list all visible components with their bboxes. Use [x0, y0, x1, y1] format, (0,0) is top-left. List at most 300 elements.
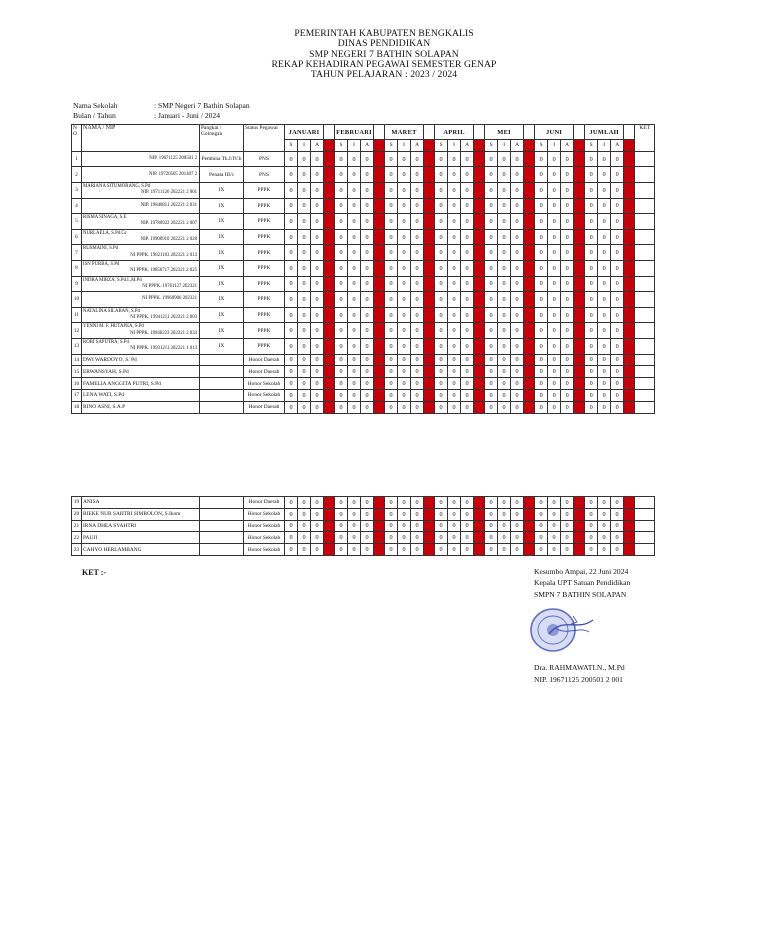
attendance-value: 0 — [298, 354, 311, 366]
title-line-5: TAHUN PELAJARAN : 2023 / 2024 — [310, 69, 458, 81]
attendance-value: 0 — [461, 307, 474, 323]
row-number: 14 — [72, 354, 82, 366]
attendance-value: 0 — [485, 532, 498, 544]
attendance-value: 0 — [598, 198, 611, 214]
employee-name-nip — [82, 292, 200, 308]
attendance-value: 0 — [398, 323, 411, 339]
attendance-value: 0 — [411, 389, 424, 401]
red-marker-cell — [524, 307, 535, 323]
attendance-value: 0 — [485, 366, 498, 378]
attendance-value: 0 — [298, 214, 311, 230]
attendance-value: 0 — [485, 229, 498, 245]
attendance-value: 0 — [311, 307, 324, 323]
attendance-value: 0 — [585, 366, 598, 378]
attendance-value: 0 — [598, 497, 611, 509]
red-marker-cell — [424, 167, 435, 183]
attendance-value: 0 — [461, 151, 474, 167]
attendance-value: 0 — [285, 389, 298, 401]
attendance-value: 0 — [361, 182, 374, 198]
red-marker-cell — [424, 508, 435, 520]
red-marker-cell — [524, 292, 535, 308]
attendance-value: 0 — [535, 151, 548, 167]
attendance-value: 0 — [485, 378, 498, 390]
attendance-value: 0 — [348, 182, 361, 198]
attendance-value: 0 — [411, 338, 424, 354]
red-marker-cell — [574, 167, 585, 183]
attendance-value: 0 — [611, 378, 624, 390]
attendance-value: 0 — [335, 378, 348, 390]
sub-header: A — [461, 140, 474, 152]
attendance-value: 0 — [385, 366, 398, 378]
attendance-value: 0 — [561, 401, 574, 413]
red-marker-cell — [324, 389, 335, 401]
red-marker-cell — [474, 198, 485, 214]
attendance-value: 0 — [398, 401, 411, 413]
attendance-value: 0 — [311, 497, 324, 509]
attendance-value: 0 — [535, 182, 548, 198]
attendance-value: 0 — [335, 366, 348, 378]
header-no: N O — [72, 125, 82, 152]
attendance-value: 0 — [398, 198, 411, 214]
attendance-value: 0 — [498, 508, 511, 520]
employee-nip: NIP. 19900910 202221 2 028 — [140, 237, 197, 243]
red-marker-cell — [324, 307, 335, 323]
attendance-value: 0 — [348, 378, 361, 390]
row-number: 1 — [72, 151, 82, 167]
attendance-value: 0 — [611, 260, 624, 276]
red-marker-cell — [474, 389, 485, 401]
attendance-value: 0 — [448, 214, 461, 230]
attendance-value: 0 — [561, 378, 574, 390]
attendance-value: 0 — [435, 520, 448, 532]
attendance-value: 0 — [598, 151, 611, 167]
attendance-value: 0 — [461, 214, 474, 230]
ket-cell — [635, 508, 655, 520]
sub-header: S — [285, 140, 298, 152]
red-marker-cell — [624, 151, 635, 167]
attendance-table-continued — [71, 496, 655, 556]
attendance-value: 0 — [361, 260, 374, 276]
red-marker-cell — [524, 323, 535, 339]
attendance-value: 0 — [348, 245, 361, 261]
attendance-value: 0 — [611, 292, 624, 308]
attendance-value: 0 — [448, 338, 461, 354]
attendance-value: 0 — [461, 544, 474, 556]
attendance-value: 0 — [285, 198, 298, 214]
red-marker-cell — [524, 520, 535, 532]
attendance-value: 0 — [285, 544, 298, 556]
red-marker-cell — [524, 151, 535, 167]
table-row — [72, 338, 655, 354]
employment-status: PPPK — [244, 338, 285, 354]
attendance-value: 0 — [348, 260, 361, 276]
attendance-value: 0 — [311, 214, 324, 230]
employment-status: Honor Daerah — [244, 354, 285, 366]
month-header: JUNI — [535, 125, 574, 140]
red-marker-cell — [374, 508, 385, 520]
red-marker-cell — [524, 508, 535, 520]
signer-school: SMPN 7 BATHIN SOLAPAN — [534, 589, 627, 599]
attendance-value: 0 — [485, 151, 498, 167]
employee-name: ROBI SAPUTRA, S.Pd — [83, 340, 129, 346]
attendance-value: 0 — [598, 260, 611, 276]
table-row — [72, 260, 655, 276]
ket-cell — [635, 167, 655, 183]
employee-nip: NI PPPK. 19941211 202321 2 003 — [130, 315, 197, 321]
attendance-value: 0 — [335, 167, 348, 183]
employee-name-nip — [82, 307, 200, 323]
employee-nip: NI PPPK. 19761127 202321 — [142, 283, 197, 289]
red-marker-cell — [324, 497, 335, 509]
red-marker-cell — [574, 389, 585, 401]
signer-position: Kepala UPT Satuan Pendidikan — [534, 578, 631, 588]
attendance-value: 0 — [311, 520, 324, 532]
sub-header: A — [511, 140, 524, 152]
ket-cell — [635, 229, 655, 245]
red-marker-cell — [374, 544, 385, 556]
attendance-value: 0 — [285, 292, 298, 308]
ket-cell — [635, 366, 655, 378]
attendance-value: 0 — [348, 544, 361, 556]
table-row — [72, 151, 655, 167]
red-marker-cell — [474, 260, 485, 276]
attendance-value: 0 — [585, 401, 598, 413]
attendance-value: 0 — [535, 338, 548, 354]
attendance-value: 0 — [485, 214, 498, 230]
employee-nip: NIP. 19711126 202221 2 001 — [140, 190, 197, 196]
attendance-value: 0 — [435, 354, 448, 366]
ket-cell — [635, 389, 655, 401]
red-marker-cell — [374, 260, 385, 276]
attendance-value: 0 — [298, 276, 311, 292]
attendance-value: 0 — [285, 401, 298, 413]
sub-header: S — [585, 140, 598, 152]
ket-cell — [635, 182, 655, 198]
attendance-value: 0 — [435, 508, 448, 520]
month-header: APRIL — [435, 125, 474, 140]
attendance-value: 0 — [348, 198, 361, 214]
attendance-value: 0 — [335, 182, 348, 198]
attendance-value: 0 — [411, 292, 424, 308]
sub-header: I — [298, 140, 311, 152]
attendance-value: 0 — [535, 508, 548, 520]
attendance-value: 0 — [548, 198, 561, 214]
red-marker-cell — [374, 354, 385, 366]
red-marker-cell — [324, 366, 335, 378]
attendance-value: 0 — [485, 292, 498, 308]
month-spacer — [374, 125, 385, 140]
attendance-value: 0 — [585, 292, 598, 308]
ket-note: KET :- — [82, 568, 107, 577]
attendance-value: 0 — [535, 378, 548, 390]
red-marker-cell — [524, 167, 535, 183]
attendance-value: 0 — [411, 378, 424, 390]
attendance-value: 0 — [385, 508, 398, 520]
attendance-value: 0 — [311, 292, 324, 308]
attendance-value: 0 — [548, 260, 561, 276]
employee-nip: NIP. 19720505 201407 2 — [149, 171, 197, 177]
attendance-value: 0 — [498, 307, 511, 323]
attendance-table — [71, 124, 655, 414]
sub-header: I — [548, 140, 561, 152]
table-row — [72, 276, 655, 292]
attendance-value: 0 — [611, 167, 624, 183]
sub-header: A — [361, 140, 374, 152]
attendance-value: 0 — [298, 245, 311, 261]
sub-header: A — [561, 140, 574, 152]
red-marker-cell — [324, 520, 335, 532]
attendance-value: 0 — [385, 544, 398, 556]
table-row — [72, 198, 655, 214]
attendance-value: 0 — [585, 307, 598, 323]
employee-name-nip: FAMELIA ANGGITA PUTRI, S.Pd — [82, 378, 200, 390]
employment-status: PNS — [244, 167, 285, 183]
attendance-value: 0 — [598, 354, 611, 366]
attendance-value: 0 — [335, 401, 348, 413]
red-marker-cell — [424, 292, 435, 308]
attendance-value: 0 — [561, 338, 574, 354]
red-marker-cell — [524, 378, 535, 390]
row-number: 10 — [72, 292, 82, 308]
red-marker-cell — [474, 307, 485, 323]
attendance-value: 0 — [561, 292, 574, 308]
attendance-value: 0 — [335, 292, 348, 308]
table-row — [72, 401, 655, 413]
employment-status: PPPK — [244, 260, 285, 276]
attendance-value: 0 — [585, 497, 598, 509]
table-row — [72, 167, 655, 183]
red-marker-cell — [474, 182, 485, 198]
attendance-value: 0 — [585, 182, 598, 198]
attendance-value: 0 — [311, 338, 324, 354]
attendance-value: 0 — [298, 497, 311, 509]
employment-status: PNS — [244, 151, 285, 167]
red-marker-cell — [374, 366, 385, 378]
red-marker-cell — [324, 229, 335, 245]
attendance-value: 0 — [348, 366, 361, 378]
attendance-value: 0 — [511, 354, 524, 366]
ket-cell — [635, 307, 655, 323]
red-marker-cell — [374, 323, 385, 339]
red-marker-cell — [524, 260, 535, 276]
attendance-value: 0 — [548, 276, 561, 292]
attendance-value: 0 — [311, 198, 324, 214]
attendance-value: 0 — [285, 338, 298, 354]
attendance-value: 0 — [448, 307, 461, 323]
red-marker-cell — [524, 338, 535, 354]
attendance-value: 0 — [335, 497, 348, 509]
attendance-value: 0 — [285, 366, 298, 378]
attendance-value: 0 — [411, 307, 424, 323]
red-marker-cell — [624, 140, 635, 152]
red-marker-cell — [374, 401, 385, 413]
attendance-value: 0 — [548, 401, 561, 413]
attendance-value: 0 — [561, 182, 574, 198]
rank: IX — [200, 198, 244, 214]
rank — [200, 401, 244, 413]
attendance-value: 0 — [435, 544, 448, 556]
attendance-value: 0 — [448, 151, 461, 167]
red-marker-cell — [624, 260, 635, 276]
red-marker-cell — [424, 389, 435, 401]
attendance-value: 0 — [498, 401, 511, 413]
red-marker-cell — [324, 167, 335, 183]
attendance-value: 0 — [411, 229, 424, 245]
attendance-value: 0 — [285, 497, 298, 509]
attendance-value: 0 — [435, 182, 448, 198]
attendance-value: 0 — [385, 167, 398, 183]
red-marker-cell — [524, 401, 535, 413]
attendance-value: 0 — [435, 214, 448, 230]
attendance-value: 0 — [335, 338, 348, 354]
attendance-value: 0 — [348, 401, 361, 413]
employee-name: RUSMAINI, S.Pd — [83, 246, 119, 252]
attendance-value: 0 — [448, 389, 461, 401]
employee-name-nip: DWI WARDOYO, S. Pd — [82, 354, 200, 366]
attendance-value: 0 — [585, 378, 598, 390]
attendance-value: 0 — [448, 198, 461, 214]
employee-name: ISN PURBA, S.Pd — [83, 262, 120, 268]
rank — [200, 366, 244, 378]
attendance-value: 0 — [611, 214, 624, 230]
red-marker-cell — [474, 378, 485, 390]
attendance-value: 0 — [298, 323, 311, 339]
attendance-value: 0 — [361, 292, 374, 308]
attendance-value: 0 — [585, 389, 598, 401]
table-row — [72, 544, 655, 556]
attendance-value: 0 — [511, 260, 524, 276]
red-marker-cell — [324, 544, 335, 556]
red-marker-cell — [624, 182, 635, 198]
attendance-value: 0 — [335, 508, 348, 520]
attendance-value: 0 — [361, 401, 374, 413]
attendance-value: 0 — [611, 307, 624, 323]
attendance-value: 0 — [511, 245, 524, 261]
attendance-value: 0 — [598, 214, 611, 230]
attendance-value: 0 — [298, 520, 311, 532]
red-marker-cell — [624, 544, 635, 556]
attendance-value: 0 — [598, 389, 611, 401]
attendance-value: 0 — [361, 378, 374, 390]
red-marker-cell — [324, 532, 335, 544]
employment-status: PPPK — [244, 292, 285, 308]
rank: IX — [200, 229, 244, 245]
attendance-value: 0 — [361, 497, 374, 509]
attendance-value: 0 — [511, 198, 524, 214]
red-marker-cell — [574, 292, 585, 308]
attendance-value: 0 — [498, 520, 511, 532]
attendance-value: 0 — [411, 167, 424, 183]
ket-cell — [635, 245, 655, 261]
attendance-value: 0 — [498, 182, 511, 198]
red-marker-cell — [324, 338, 335, 354]
sub-header: I — [348, 140, 361, 152]
employment-status: PPPK — [244, 323, 285, 339]
attendance-value: 0 — [561, 544, 574, 556]
attendance-value: 0 — [385, 338, 398, 354]
attendance-value: 0 — [411, 198, 424, 214]
red-marker-cell — [624, 508, 635, 520]
attendance-value: 0 — [585, 338, 598, 354]
attendance-value: 0 — [548, 182, 561, 198]
red-marker-cell — [474, 167, 485, 183]
attendance-value: 0 — [611, 151, 624, 167]
employment-status: Honor Daerah — [244, 497, 285, 509]
attendance-value: 0 — [385, 260, 398, 276]
red-marker-cell — [424, 366, 435, 378]
red-marker-cell — [374, 276, 385, 292]
rank — [200, 508, 244, 520]
employee-name: CAHYO HERLAMBANG — [82, 544, 200, 556]
red-marker-cell — [574, 544, 585, 556]
attendance-value: 0 — [385, 323, 398, 339]
attendance-value: 0 — [611, 229, 624, 245]
month-header: MARET — [385, 125, 424, 140]
red-marker-cell — [624, 276, 635, 292]
row-number: 6 — [72, 229, 82, 245]
month-header: FEBRUARI — [335, 125, 374, 140]
attendance-value: 0 — [498, 245, 511, 261]
attendance-value: 0 — [385, 276, 398, 292]
red-marker-cell — [574, 401, 585, 413]
signer-nip: NIP. 19671125 200501 2 001 — [534, 674, 623, 684]
employment-status: PPPK — [244, 198, 285, 214]
rank: IX — [200, 182, 244, 198]
red-marker-cell — [524, 389, 535, 401]
attendance-value: 0 — [361, 520, 374, 532]
attendance-value: 0 — [535, 245, 548, 261]
header-row — [72, 125, 655, 140]
attendance-value: 0 — [461, 520, 474, 532]
row-number: 19 — [72, 497, 82, 509]
attendance-value: 0 — [298, 151, 311, 167]
attendance-value: 0 — [335, 520, 348, 532]
attendance-value: 0 — [298, 198, 311, 214]
month-spacer — [324, 125, 335, 140]
attendance-value: 0 — [285, 167, 298, 183]
red-marker-cell — [574, 245, 585, 261]
attendance-value: 0 — [385, 520, 398, 532]
attendance-value: 0 — [335, 245, 348, 261]
employee-name-nip — [82, 245, 200, 261]
red-marker-cell — [324, 140, 335, 152]
employment-status: PPPK — [244, 182, 285, 198]
attendance-value: 0 — [448, 378, 461, 390]
attendance-value: 0 — [511, 323, 524, 339]
table-row — [72, 366, 655, 378]
red-marker-cell — [474, 140, 485, 152]
red-marker-cell — [324, 276, 335, 292]
rank: IX — [200, 214, 244, 230]
red-marker-cell — [574, 140, 585, 152]
red-marker-cell — [624, 292, 635, 308]
attendance-value: 0 — [598, 276, 611, 292]
table-row — [72, 245, 655, 261]
attendance-value: 0 — [448, 544, 461, 556]
table-row — [72, 214, 655, 230]
attendance-value: 0 — [435, 378, 448, 390]
attendance-value: 0 — [461, 497, 474, 509]
attendance-value: 0 — [498, 389, 511, 401]
red-marker-cell — [624, 378, 635, 390]
attendance-value: 0 — [398, 214, 411, 230]
sub-header: A — [311, 140, 324, 152]
row-number: 16 — [72, 378, 82, 390]
employee-name-nip: RINO ASNI, S.A.P — [82, 401, 200, 413]
red-marker-cell — [424, 544, 435, 556]
employee-nip: NI PPPK. 19931211 202321 1 013 — [130, 346, 197, 352]
attendance-value: 0 — [511, 401, 524, 413]
